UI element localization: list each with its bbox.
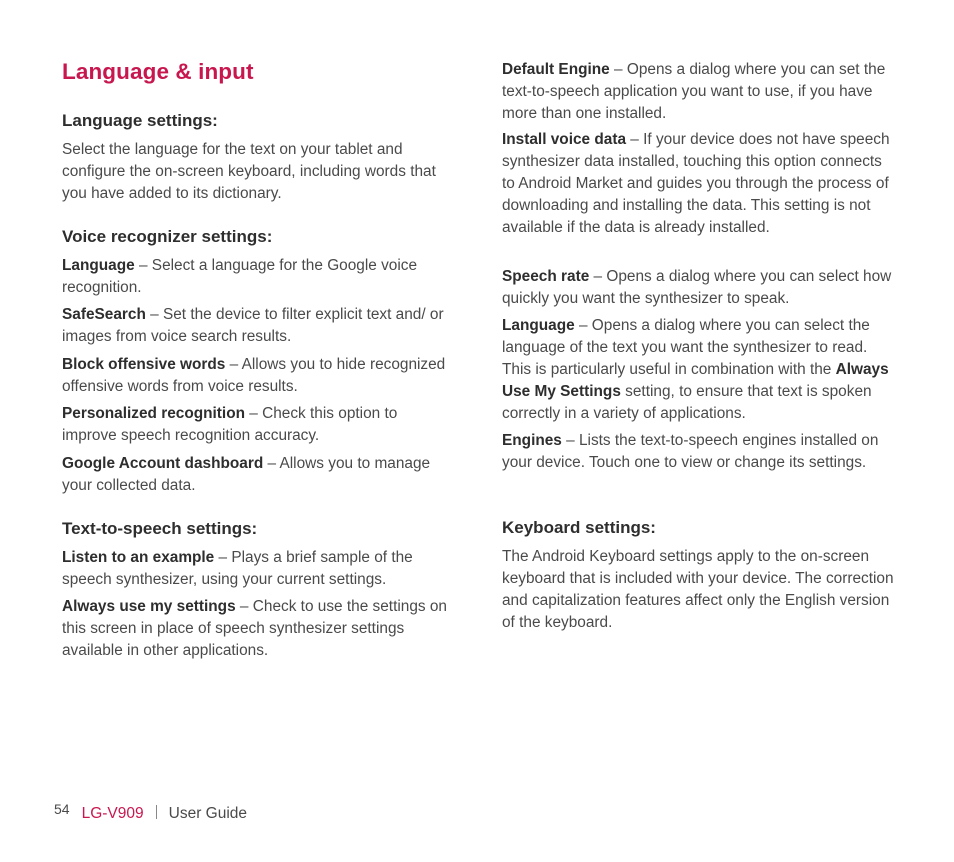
language-settings-heading: Language settings:	[62, 111, 218, 130]
page-number: 54	[54, 801, 70, 817]
tts-item-speech-rate	[502, 266, 894, 310]
item-term: Engines	[502, 432, 562, 449]
tts-item-install-voice	[502, 129, 894, 239]
item-term: Language	[502, 317, 575, 334]
voice-item-dashboard	[62, 453, 454, 497]
voice-item-personalized	[62, 403, 454, 447]
item-desc: – Opens a dialog where you can select the language of the text you want the synthesizer to read. This is particularly useful in combination with the	[502, 317, 870, 378]
tts-item-always-use	[62, 596, 454, 662]
item-term-secondary: Always Use My Settings	[502, 361, 889, 400]
item-desc: – Check to use the settings on this screen in place of speech synthesizer settings available in other applications.	[62, 598, 447, 659]
item-desc: – Allows you to manage your collected data.	[62, 455, 431, 494]
item-term: Listen to an example	[62, 549, 215, 566]
tts-item-engines	[502, 430, 894, 474]
item-desc: – Plays a brief sample of the speech synthesizer, using your current settings.	[62, 549, 413, 588]
item-desc: – Lists the text-to-speech engines installed on your device. Touch one to view or change its settings.	[502, 432, 879, 471]
item-term: Personalized recognition	[62, 405, 246, 422]
footer-divider	[156, 805, 157, 819]
item-desc: – Allows you to hide recognized offensive words from voice results.	[62, 356, 446, 395]
item-desc: – Select a language for the Google voice recognition.	[62, 257, 418, 296]
item-desc: – Check this option to improve speech recognition accuracy.	[62, 405, 398, 444]
item-desc: – Set the device to filter explicit text and/ or images from voice search results.	[62, 306, 444, 345]
page-footer	[54, 801, 248, 823]
item-term: Block offensive words	[62, 356, 226, 373]
keyboard-body: The Android Keyboard settings apply to the on-screen keyboard that is included with your device. The correction and capitalization features affect only the English version of the keyboard.	[502, 548, 894, 631]
item-term: SafeSearch	[62, 306, 146, 323]
item-term: Always use my settings	[62, 598, 236, 615]
item-desc: – If your device does not have speech synthesizer data installed, touching this option connects to Android Market and guides you through the process of downloading and installing the data. This setting is not available if the data is already installed.	[502, 131, 890, 236]
voice-item-language	[62, 255, 454, 299]
voice-item-block-offensive	[62, 354, 454, 398]
model-name: LG-V909	[81, 805, 144, 822]
tts-heading: Text-to-speech settings:	[62, 519, 258, 538]
item-term: Language	[62, 257, 135, 274]
item-term: Google Account dashboard	[62, 455, 264, 472]
voice-item-safesearch	[62, 304, 454, 348]
item-term: Install voice data	[502, 131, 627, 148]
page-title: Language & input	[62, 59, 254, 84]
item-term: Speech rate	[502, 268, 590, 285]
tts-item-language	[502, 315, 894, 425]
voice-recognizer-heading: Voice recognizer settings:	[62, 227, 273, 246]
item-desc-secondary: setting, to ensure that text is spoken correctly in a variety of applications.	[502, 383, 872, 422]
language-settings-body: Select the language for the text on your tablet and configure the on-screen keyboard, including words that you have added to its dictionary.	[62, 141, 436, 202]
item-term: Default Engine	[502, 61, 610, 78]
keyboard-heading: Keyboard settings:	[502, 518, 656, 537]
item-desc: – Opens a dialog where you can set the text-to-speech application you want to use, if you have more than one installed.	[502, 61, 886, 122]
tts-item-default-engine	[502, 59, 894, 125]
guide-label: User Guide	[168, 805, 248, 822]
tts-item-listen	[62, 547, 454, 591]
item-desc: – Opens a dialog where you can select how quickly you want the synthesizer to speak.	[502, 268, 892, 307]
